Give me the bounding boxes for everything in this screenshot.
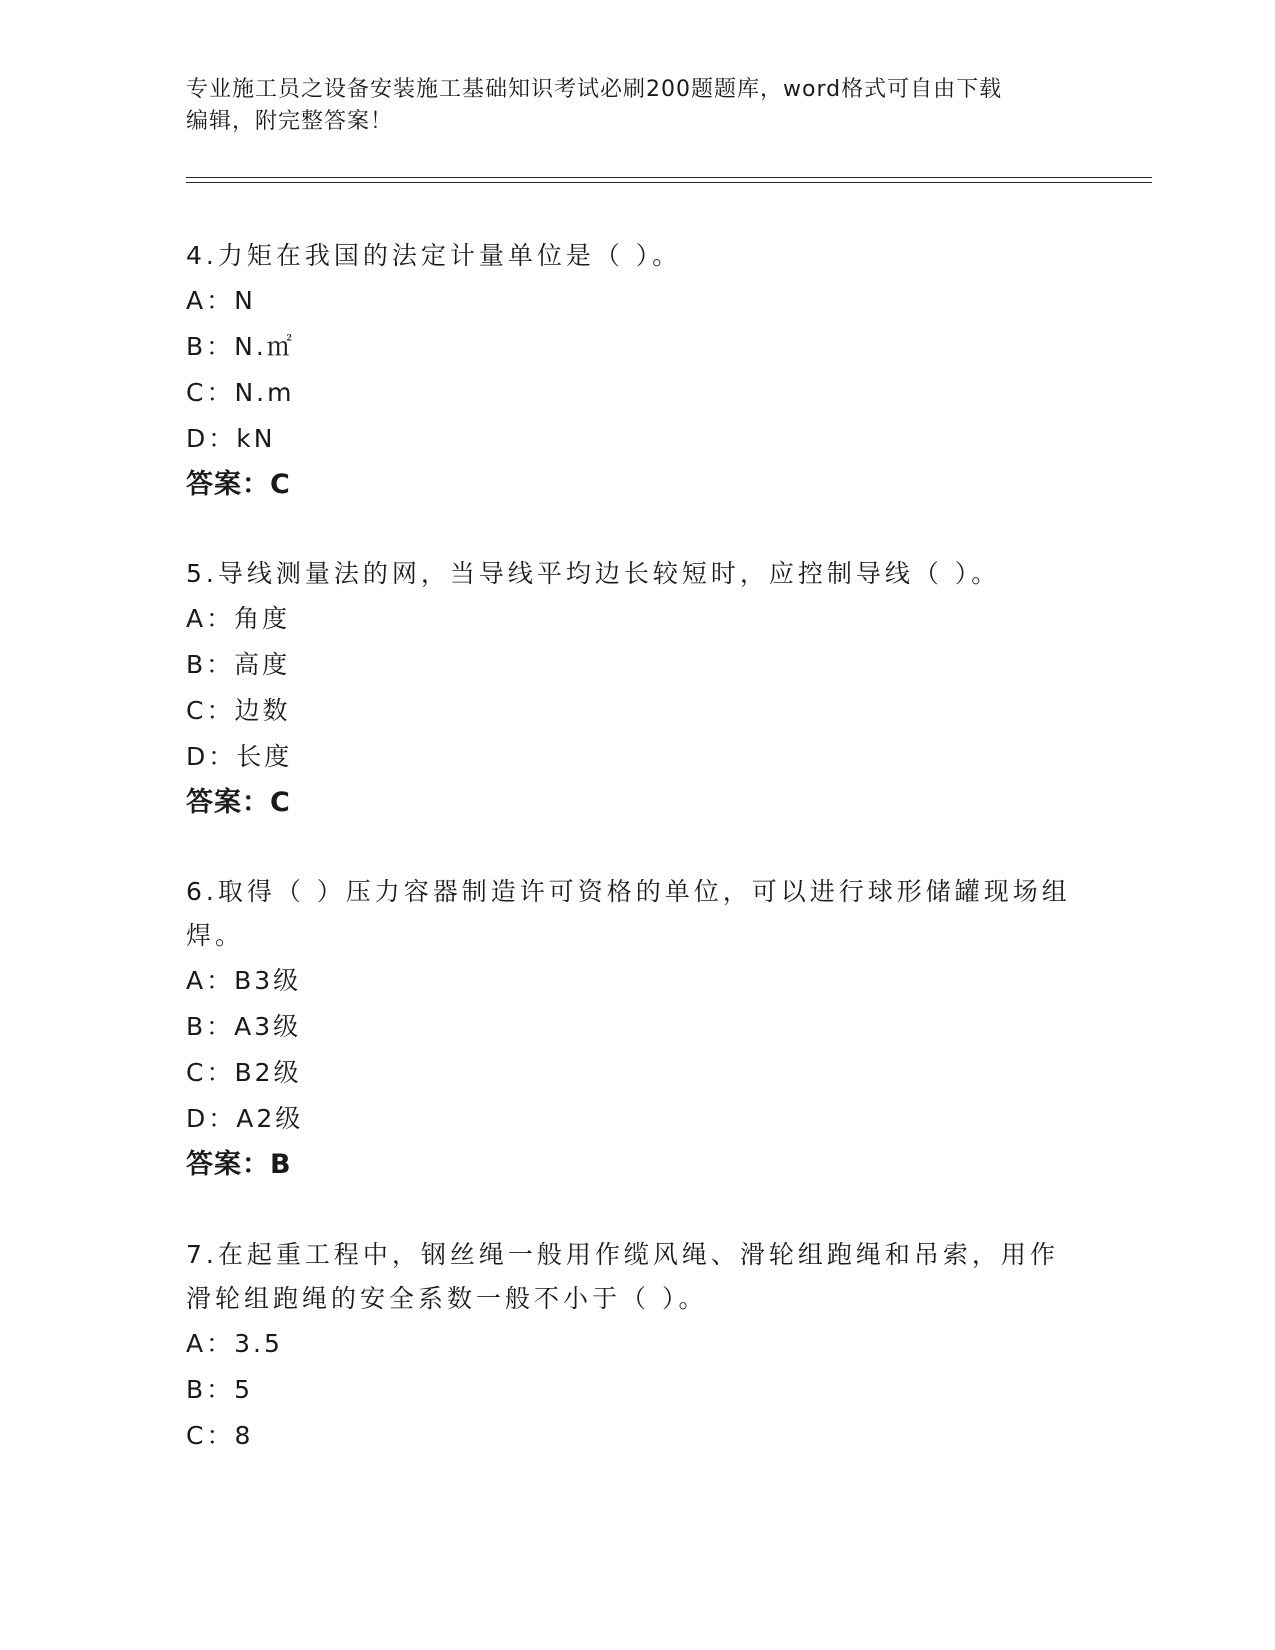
option-d: D：kN: [186, 424, 276, 453]
option-a: A：B3级: [186, 966, 302, 995]
option-b: B：A3级: [186, 1012, 302, 1041]
option-a: A：N: [186, 286, 256, 315]
header-divider-top: [186, 177, 1152, 178]
option-c: C：8: [186, 1421, 254, 1450]
document-header: [186, 74, 1066, 138]
option-a: A：3.5: [186, 1329, 283, 1358]
option-b: B：5: [186, 1375, 254, 1404]
option-c: C：B2级: [186, 1058, 302, 1087]
option-c: C：N.m: [186, 378, 295, 407]
header-divider-bottom: [186, 182, 1152, 183]
option-d: D：长度: [186, 742, 293, 771]
option-c: C：边数: [186, 696, 291, 725]
answer: 答案：C: [186, 787, 291, 818]
question-stem-line-2: 滑轮组跑绳的安全系数一般不小于（ ）。: [186, 1284, 708, 1313]
answer: 答案：C: [186, 469, 291, 500]
header-line-1: 专业施工员之设备安装施工基础知识考试必刷200题题库，word格式可自由下载: [186, 77, 1003, 102]
question-stem-line-1: 7.在起重工程中，钢丝绳一般用作缆风绳、滑轮组跑绳和吊索，用作: [186, 1240, 1059, 1269]
question-stem: 4.力矩在我国的法定计量单位是（ ）。: [186, 241, 682, 270]
question-6: [186, 870, 1086, 1188]
option-b: B：高度: [186, 650, 291, 679]
option-d: D：A2级: [186, 1104, 304, 1133]
answer: 答案：B: [186, 1149, 292, 1180]
question-5: [186, 552, 1086, 826]
question-stem-line-2: 焊。: [186, 921, 245, 950]
option-b: B：N.㎡: [186, 332, 295, 361]
question-stem: 5.导线测量法的网，当导线平均边长较短时，应控制导线（ ）。: [186, 559, 1001, 588]
option-a: A：角度: [186, 604, 291, 633]
question-7: [186, 1233, 1086, 1459]
question-stem-line-1: 6.取得（ ）压力容器制造许可资格的单位，可以进行球形储罐现场组: [186, 877, 1071, 906]
header-line-2: 编辑，附完整答案！: [186, 109, 394, 134]
question-4: [186, 234, 1086, 508]
